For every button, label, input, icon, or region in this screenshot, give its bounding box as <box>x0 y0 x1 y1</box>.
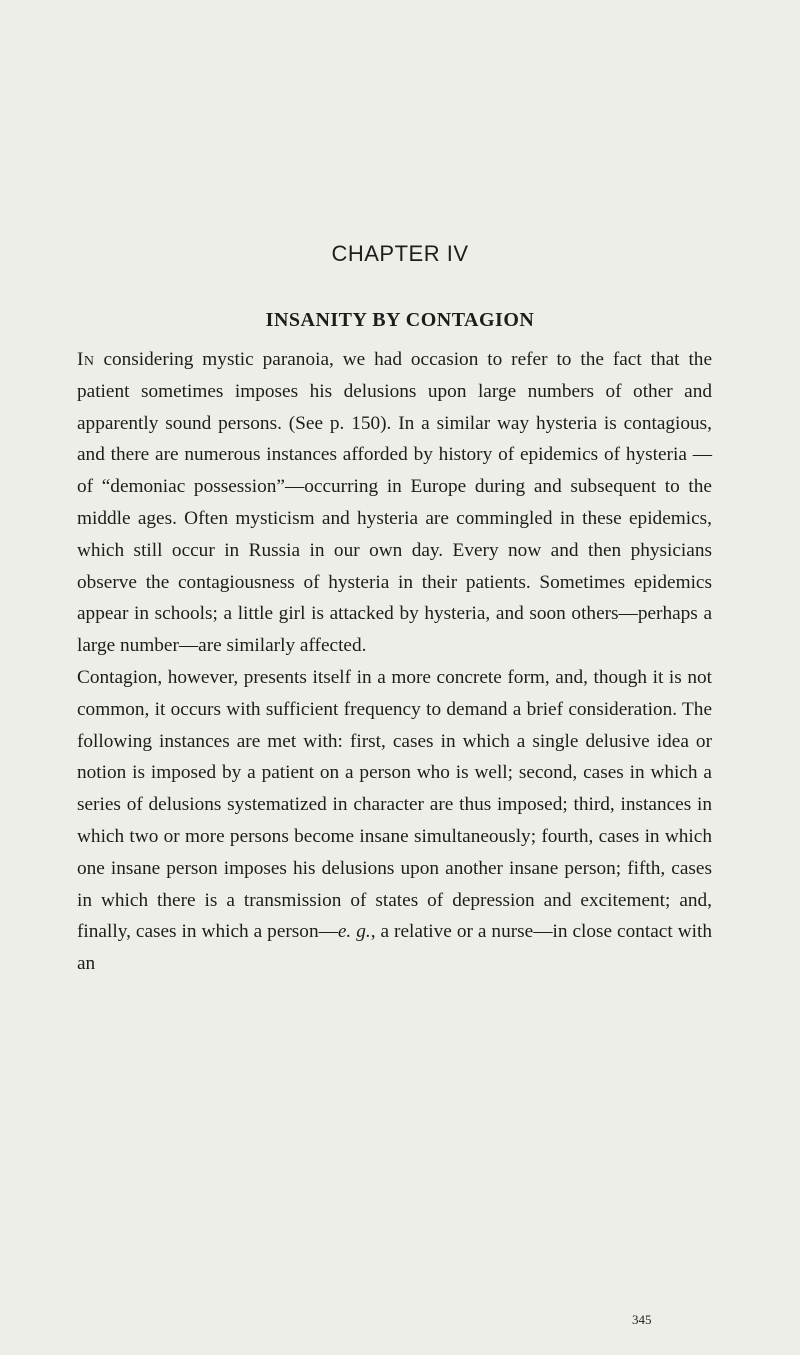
paragraph-2-text-before: Contagion, however, presents itself in a more concrete form, and, though it is not common, it occurs with sufficient frequency to demand a brief consideration. The following instances are met with: first, cases in which a single delusive idea or notion is imposed by a patient on a person who is well; second, cases in which a series of delusions systematized in character are thus imposed; third, instances in which two or more persons become insane simultaneously; fourth, cases in which one insane person imposes his delusions upon another insane person; fifth, cases in which there is a transmission of states of depression and excitement; and, finally, cases in which a person— <box>77 666 712 943</box>
paragraph-1 <box>77 344 712 662</box>
page-number: 345 <box>632 1312 652 1327</box>
chapter-title: INSANITY BY CONTAGION <box>265 309 535 331</box>
chapter-heading: CHAPTER IV <box>331 241 469 266</box>
paragraph-2-text-after: , a relative or a nurse—in close contact with an <box>77 921 712 975</box>
paragraph-2 <box>77 662 712 980</box>
paragraph-lead-word: In <box>77 349 95 370</box>
paragraph-1-text: considering mystic paranoia, we had occasion to refer to the fact that the patient sometimes imposes his delusions upon large numbers of other and apparently sound persons. (See p. 150). In a similar way hysteria is contagious, and there are numerous instances afforded by history of epidemics of hysteria —of “demoniac possession”—occurring in Europe during and subsequent to the middle ages. Often mysticism and hysteria are commingled in these epidemics, which still occur in Russia in our own day. Every now and then physicians observe the contagiousness of hysteria in their patients. Sometimes epidemics appear in schools; a little girl is attacked by hysteria, and soon others—perhaps a large number—are similarly affected. <box>77 349 712 657</box>
paragraph-2-italic: e. g. <box>337 921 371 943</box>
body-text <box>77 344 712 980</box>
